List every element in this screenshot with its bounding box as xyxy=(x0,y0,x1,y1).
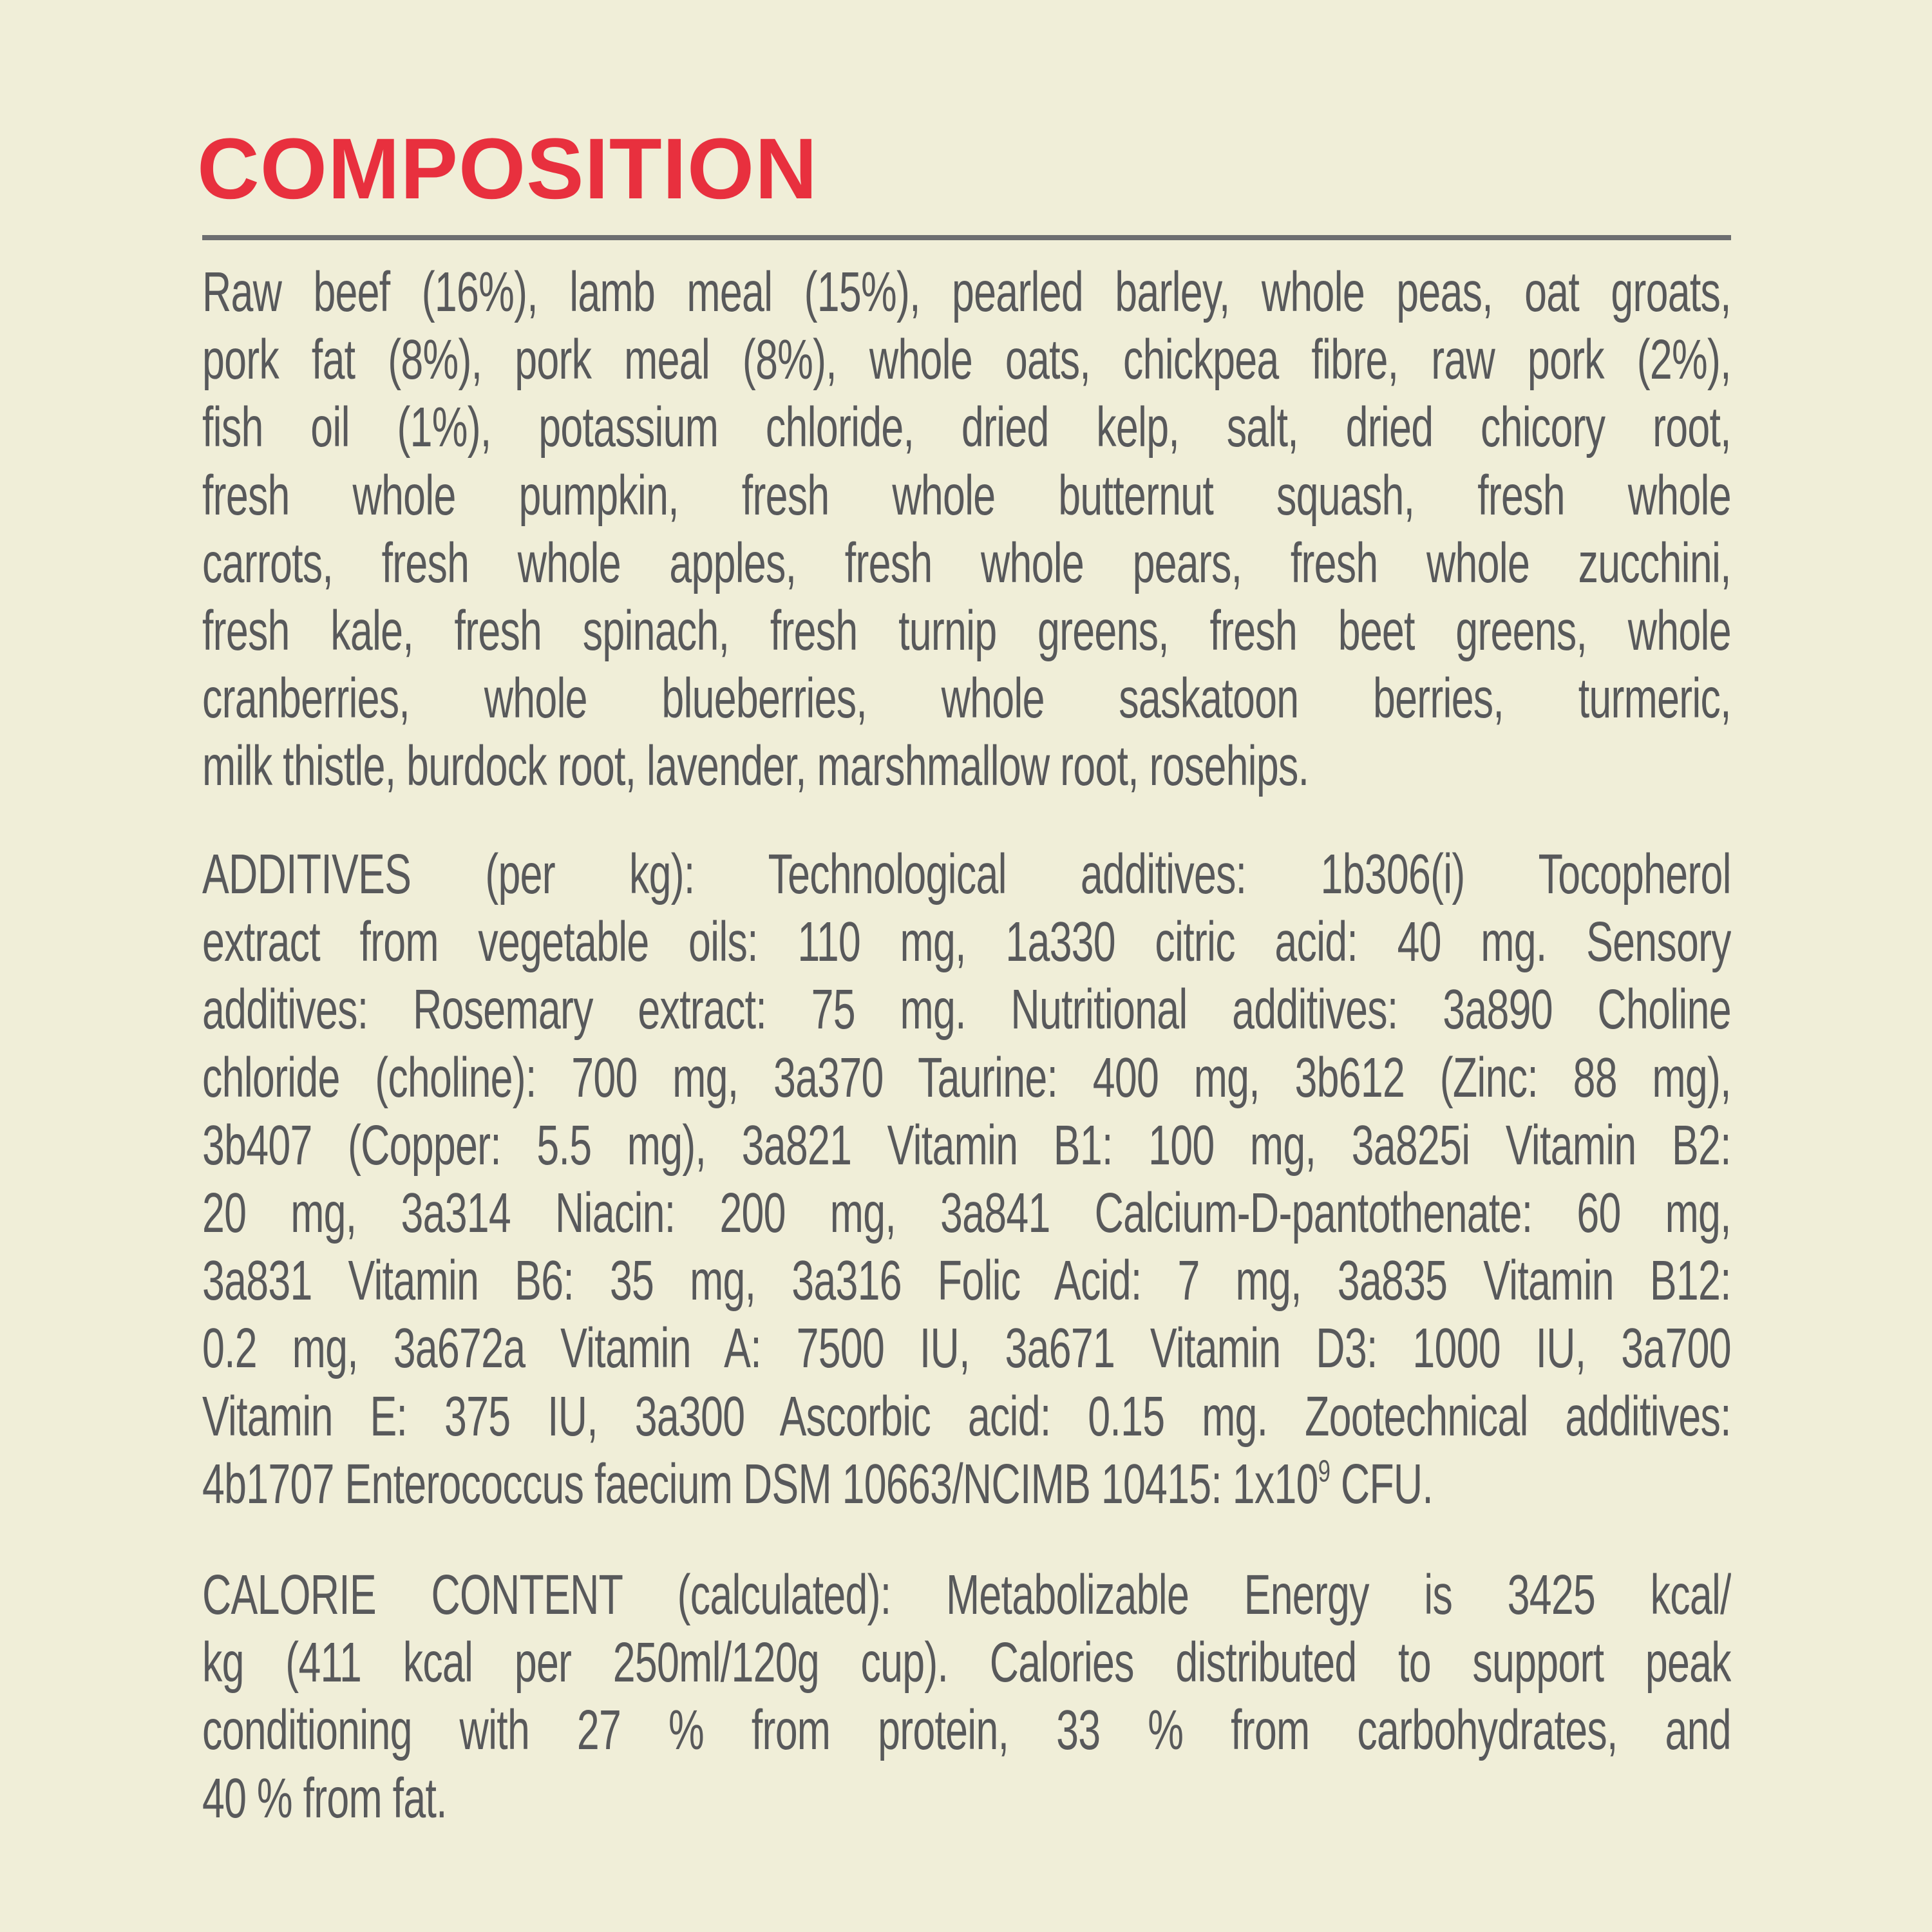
heading-divider xyxy=(202,235,1731,240)
calorie-line: 40 % from fat. xyxy=(202,1766,447,1830)
ingredients-line: cranberries, whole blueberries, whole saskatoon berries, turmeric, xyxy=(202,667,1731,730)
ingredients-line: carrots, fresh whole apples, fresh whole pears, fresh whole zucchini, xyxy=(202,531,1731,594)
additives-line-probiotic xyxy=(202,1450,1731,1518)
calorie-content-paragraph xyxy=(202,1561,1731,1832)
ingredients-paragraph xyxy=(202,258,1731,800)
additives-line: 20 mg, 3a314 Niacin: 200 mg, 3a841 Calcium-D-pantothenate: 60 mg, xyxy=(202,1181,1731,1244)
exponent: 9 xyxy=(1318,1454,1331,1489)
ingredients-line: fresh whole pumpkin, fresh whole butternut squash, fresh whole xyxy=(202,464,1731,527)
probiotic-text: 4b1707 Enterococcus faecium DSM 10663/NCIMB 10415: 1x10 xyxy=(202,1452,1318,1515)
ingredients-line: fish oil (1%), potassium chloride, dried kelp, salt, dried chicory root, xyxy=(202,396,1731,459)
additives-paragraph xyxy=(202,840,1731,1518)
calorie-line: CALORIE CONTENT (calculated): Metabolizable Energy is 3425 kcal/ xyxy=(202,1564,1731,1626)
calorie-line: kg (411 kcal per 250ml/120g cup). Calories distributed to support peak xyxy=(202,1631,1731,1694)
additives-line: Vitamin E: 375 IU, 3a300 Ascorbic acid: 0.15 mg. Zootechnical additives: xyxy=(202,1385,1731,1448)
additives-line: ADDITIVES (per kg): Technological additives: 1b306(i) Tocopherol xyxy=(202,843,1731,905)
additives-line: chloride (choline): 700 mg, 3a370 Taurine: 400 mg, 3b612 (Zinc: 88 mg), xyxy=(202,1046,1731,1109)
additives-line: 3b407 (Copper: 5.5 mg), 3a821 Vitamin B1: 100 mg, 3a825i Vitamin B2: xyxy=(202,1113,1731,1177)
additives-line: extract from vegetable oils: 110 mg, 1a330 citric acid: 40 mg. Sensory xyxy=(202,911,1731,974)
ingredients-line: fresh kale, fresh spinach, fresh turnip greens, fresh beet greens, whole xyxy=(202,599,1731,662)
page-title: COMPOSITION xyxy=(197,121,818,217)
ingredients-line: milk thistle, burdock root, lavender, marshmallow root, rosehips. xyxy=(202,735,1309,798)
calorie-line: conditioning with 27 % from protein, 33 % from carbohydrates, and xyxy=(202,1699,1731,1762)
ingredients-line: pork fat (8%), pork meal (8%), whole oats, chickpea fibre, raw pork (2%), xyxy=(202,328,1731,392)
cfu-unit: CFU. xyxy=(1330,1452,1434,1515)
additives-line: additives: Rosemary extract: 75 mg. Nutritional additives: 3a890 Choline xyxy=(202,978,1731,1041)
additives-line: 3a831 Vitamin B6: 35 mg, 3a316 Folic Acid: 7 mg, 3a835 Vitamin B12: xyxy=(202,1249,1731,1312)
additives-line: 0.2 mg, 3a672a Vitamin A: 7500 IU, 3a671 Vitamin D3: 1000 IU, 3a700 xyxy=(202,1317,1731,1380)
ingredients-line: Raw beef (16%), lamb meal (15%), pearled barley, whole peas, oat groats, xyxy=(202,261,1731,323)
